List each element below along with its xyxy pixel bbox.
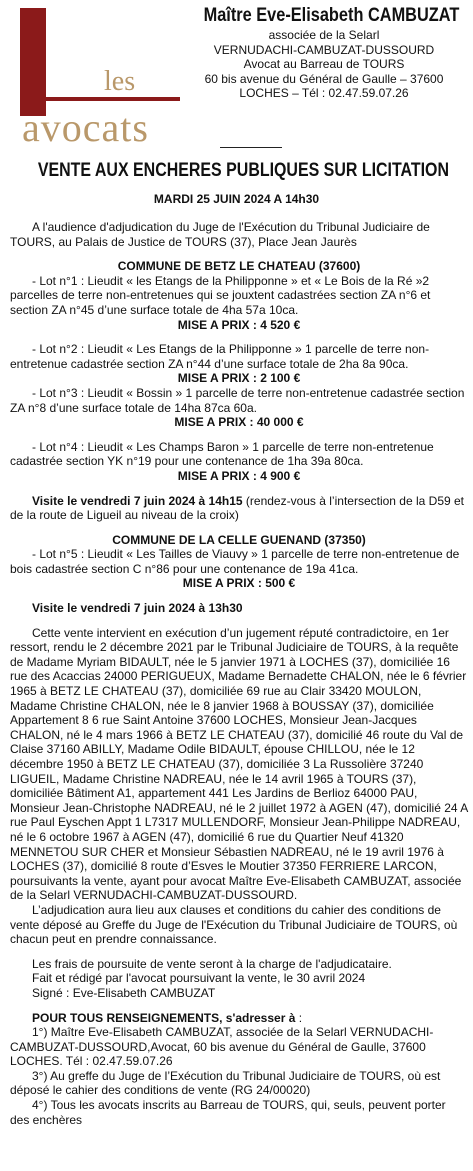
auction-date: MARDI 25 JUIN 2024 A 14h30 bbox=[153, 192, 320, 206]
contact-3: 3°) Au greffe du Juge de l’Exécution du Tribunal Judiciaire de TOURS, où est déposé le cahier des conditions de vente (RG 24/00020) bbox=[10, 1068, 441, 1098]
info-heading-bold: POUR TOUS RENSEIGNEMENTS, s'adresser à bbox=[32, 1010, 296, 1025]
notice-title: VENTE AUX ENCHERES PUBLIQUES SUR LICITATION bbox=[37, 160, 449, 181]
lawyer-header bbox=[184, 4, 464, 101]
header-line-2: VERNUDACHI-CAMBUZAT-DUSSOURD bbox=[213, 42, 435, 57]
visit-1-date: Visite le vendredi 7 juin 2024 à 14h15 bbox=[32, 493, 243, 508]
logo-les-text: les bbox=[104, 66, 136, 97]
header-divider bbox=[220, 147, 282, 148]
lot-3: - Lot n°3 : Lieudit « Bossin » 1 parcelle de terre non-entretenue cadastrée section ZA n°8 d’une surface totale de 14ha 87ca 60a. bbox=[10, 385, 465, 415]
logo-horizontal-bar bbox=[20, 97, 180, 101]
header-line-1: associée de la Selarl bbox=[268, 28, 380, 42]
fees-line: Les frais de poursuite de vente seront à la charge de l'adjudicataire. bbox=[32, 956, 392, 971]
judgment-paragraph: Cette vente intervient en exécution d’un jugement réputé contradictoire, en 1er ressort, rendu le 2 décembre 2021 par le Tribunal Judiciaire de TOURS, à la requête de Madame Myriam BIDAULT, née le 5 janvier 1971 à LOCHES (37), domiciliée 16 rue des Acaccias 24000 PERIGUEUX, Madame Bernadette CHALON, née le 6 février 1965 à BETZ LE CHATEAU (37), domiciliée 69 rue au Clair 33420 MOULON, Madame Christine CHALON, née le 8 janvier 1968 à BOUSSAY (37), domiciliée Appartement 8 6 rue Saint Antoine 37600 LOCHES, Monsieur Jean-Jacques CHALON, né le 4 mars 1966 à BETZ LE CHATEAU (37), domicilié 46 route du Val de Claise 37160 ABILLY, Madame Odile BIDAULT, épouse CHILLOU, née le 12 décembre 1950 à BETZ LE CHATEAU (37), domiciliée 3 La Russolière 37240 LIGUEIL, Madame Christine NADREAU, née le 14 avril 1965 à TOURS (37), domiciliée Bâtiment A1, appartement 441 Les Jardins de Berlioz 64000 PAU, Monsieur Jean-Christophe NADREAU, né le 2 juillet 1972 à AGEN (47), domicilié 24 A rue Paul Eyschen Appt 1 L7317 MULLENDORF, Monsieur Jean-Philippe NADREAU, né le 6 octobre 1967 à AGEN (47), domicilié 6 rue du Quartier Neuf 41320 MENNETOU SUR CHER et Monsieur Sébastien NADREAU, né le 19 avril 1976 à LOCHES (37), domicilié 8 route d’Esves le Moutier 37350 FERRIERE LARCON, poursuivants la vente, ayant pour avocat Maître Eve-Elisabeth CAMBUZAT, associée de la Selarl VERNUDACHI-CAMBUZAT-DUSSOURD. bbox=[10, 625, 468, 903]
lot-2-price: MISE A PRIX : 2 100 € bbox=[177, 371, 301, 386]
visit-2: Visite le vendredi 7 juin 2024 à 13h30 bbox=[32, 601, 243, 616]
les-avocats-logo bbox=[20, 8, 182, 150]
contact-1: 1°) Maître Eve-Elisabeth CAMBUZAT, associée de la Selarl VERNUDACHI-CAMBUZAT-DUSSOURD,Avocat, 60 bis avenue du Général de Gaulle, 37600 LOCHES. Tél : 02.47.59.07.26 bbox=[10, 1025, 434, 1069]
header-line-3: Avocat au Barreau de TOURS bbox=[243, 57, 405, 71]
lot-2: - Lot n°2 : Lieudit « Les Etangs de la Philipponne » 1 parcelle de terre non-entretenue cadastrée section ZA n°44 d’une surface totale de 2ha 8a 90ca. bbox=[10, 342, 430, 371]
lot-5: - Lot n°5 : Lieudit « Les Tailles de Viauvy » 1 parcelle de terre non-entretenue de bois cadastrée section C n°86 pour une contenance de 19a 41ca. bbox=[10, 547, 460, 576]
logo-avocats-text: avocats bbox=[22, 105, 149, 150]
commune-heading-1: COMMUNE DE BETZ LE CHATEAU (37600) bbox=[117, 259, 361, 274]
lot-1: - Lot n°1 : Lieudit « les Etangs de la Philipponne » et « Le Bois de la Ré »2 parcelles de terre non-entretenues qui se jouxtent cadastrées section ZA n°6 et section ZA n°45 d’une surface totale de 4ha 57a 10ca. bbox=[10, 273, 431, 317]
header-line-5: LOCHES – Tél : 02.47.59.07.26 bbox=[239, 86, 409, 100]
header-line-4: 60 bis avenue du Général de Gaulle – 37600 bbox=[204, 71, 444, 86]
intro-paragraph: A l'audience d'adjudication du Juge de l'Exécution du Tribunal Judiciaire de TOURS, au Palais de Justice de TOURS (37), Place Jean Jaurès bbox=[10, 220, 430, 249]
notice-body bbox=[10, 220, 468, 1127]
lot-1-price: MISE A PRIX : 4 520 € bbox=[177, 317, 301, 332]
lot-3-price: MISE A PRIX : 40 000 € bbox=[174, 415, 304, 430]
visit-1-details: (rendez-vous à l’intersection de la D59 et de la route de Ligueil au niveau de la croix) bbox=[10, 493, 465, 523]
adjudication-paragraph: L’adjudication aura lieu aux clauses et conditions du cahier des conditions de vente déposé au Greffe du Juge de l'Exécution du Tribunal Judiciaire de TOURS, où chacun peut en prendre connaissance. bbox=[10, 902, 458, 947]
lot-4: - Lot n°4 : Lieudit « Les Champs Baron » 1 parcelle de terre non-entretenue cadastrée section YK n°19 pour une contenance de 1ha 39a 80ca. bbox=[10, 439, 434, 469]
commune-heading-2: COMMUNE DE LA CELLE GUENAND (37350) bbox=[112, 532, 366, 547]
lot-4-price: MISE A PRIX : 4 900 € bbox=[177, 468, 301, 483]
visit-1 bbox=[10, 494, 468, 523]
signature-line: Signé : Eve-Elisabeth CAMBUZAT bbox=[32, 985, 216, 1000]
lot-5-price: MISE A PRIX : 500 € bbox=[182, 576, 296, 591]
contact-4: 4°) Tous les avocats inscrits au Barreau de TOURS, qui, seuls, peuvent porter des enchères bbox=[10, 1098, 446, 1127]
lawyer-name: Maître Eve-Elisabeth CAMBUZAT bbox=[203, 5, 460, 26]
info-heading-colon: : bbox=[295, 1010, 303, 1025]
info-heading bbox=[10, 1011, 468, 1026]
done-line: Fait et rédigé par l'avocat poursuivant la vente, le 30 avril 2024 bbox=[32, 971, 366, 986]
